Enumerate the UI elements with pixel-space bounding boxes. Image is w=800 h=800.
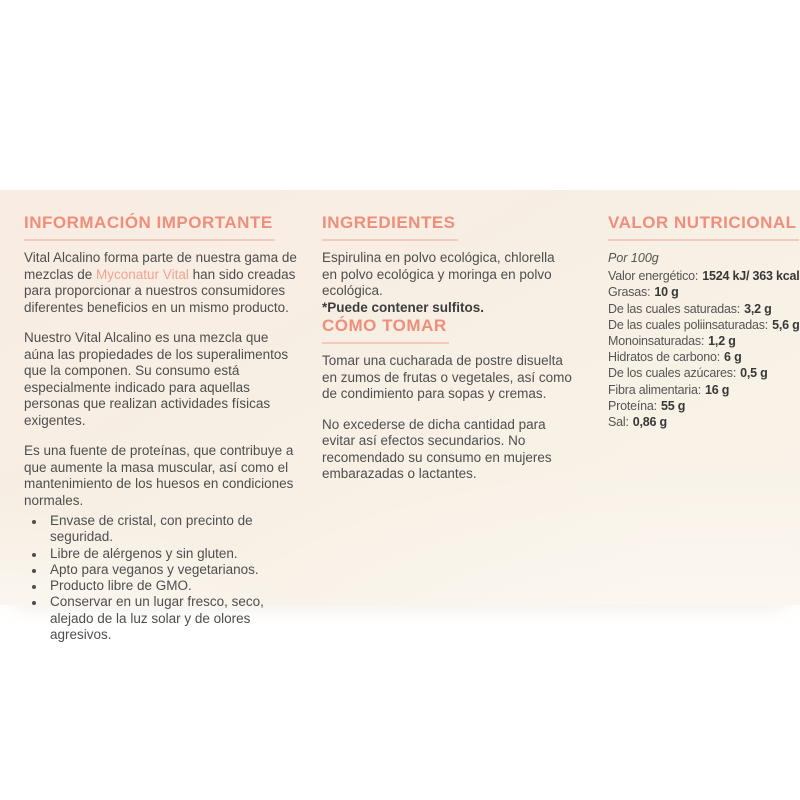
nutrition-serving-size: Por 100g — [608, 251, 659, 265]
nutrition-value: 3,2 g — [744, 301, 772, 316]
nutrition-row — [608, 365, 790, 381]
nutrition-label: De las cuales saturadas: — [608, 301, 741, 316]
ingredients-and-usage-section — [322, 213, 572, 643]
how-to-take-paragraph-2: No excederse de dicha cantidad para evitar así efectos secundarios. No recomendado su consumo en mujeres embarazadas o lactantes. — [322, 416, 552, 481]
nutrition-label: Grasas: — [608, 285, 651, 300]
ingredients-heading: INGREDIENTES — [322, 213, 458, 241]
nutrition-row — [608, 382, 790, 398]
nutrition-label: Sal: — [608, 415, 629, 430]
nutrition-value: 1,2 g — [708, 334, 736, 349]
content-panel — [0, 190, 800, 643]
paragraph-text: Vital Alcalino forma parte de nuestra gama de mezclas de — [24, 250, 297, 282]
list-item: • Libre de alérgenos y sin gluten. — [46, 546, 302, 562]
nutrition-value: 10 g — [654, 285, 679, 300]
paragraph-text: han sido creadas para proporcionar a nuestros consumidores diferentes beneficios en un mismo producto. — [24, 266, 296, 315]
nutrition-section — [608, 213, 800, 643]
nutrition-value: 6 g — [724, 350, 742, 365]
nutrition-label: Proteína: — [608, 398, 657, 413]
nutrition-heading: VALOR NUTRICIONAL — [608, 213, 799, 241]
nutrition-row — [608, 301, 790, 317]
list-item: • Producto libre de GMO. — [46, 578, 302, 594]
nutrition-row — [608, 398, 790, 414]
nutrition-row — [608, 414, 790, 430]
nutrition-label: Hidratos de carbono: — [608, 350, 721, 365]
list-item: • Apto para veganos y vegetarianos. — [46, 562, 302, 578]
nutrition-label: Fibra alimentaria: — [608, 382, 701, 397]
important-info-section — [24, 213, 302, 643]
content-columns — [0, 190, 800, 643]
important-info-paragraph-3: Es una fuente de proteínas, que contribuye a que aumente la masa muscular, así como el mantenimiento de los huesos en condiciones normales. — [24, 443, 294, 508]
nutrition-value: 5,6 g — [772, 317, 800, 332]
nutrition-row — [608, 333, 790, 349]
important-info-paragraph-2: Nuestro Vital Alcalino es una mezcla que aúna las propiedades de los superalimentos que la componen. Su consumo está especialmente indicado para aquellas personas que realizan actividades físicas exigentes. — [24, 330, 289, 428]
nutrition-row — [608, 268, 800, 284]
important-info-paragraph-1 — [24, 250, 302, 316]
important-info-heading: INFORMACIÓN IMPORTANTE — [24, 213, 275, 241]
list-item: • Conservar en un lugar fresco, seco, alejado de la luz solar y de olores agresivos. — [46, 594, 302, 643]
nutrition-value: 0,5 g — [740, 366, 768, 381]
product-feature-list — [24, 513, 302, 643]
nutrition-label: Valor energético: — [608, 269, 699, 284]
nutrition-row — [608, 317, 800, 333]
how-to-take-paragraph-1: Tomar una cucharada de postre disuelta en zumos de frutas o vegetales, así como de condimiento para sopas y cremas. — [322, 353, 572, 401]
myconatur-vital-link[interactable]: Myconatur Vital — [96, 266, 189, 282]
nutrition-label: Monoinsaturadas: — [608, 334, 705, 349]
nutrition-row — [608, 284, 790, 300]
ingredients-paragraph: Espirulina en polvo ecológica, chlorella en polvo ecológica y moringa en polvo ecológica. — [322, 250, 555, 298]
sulfites-warning: *Puede contener sulfitos. — [322, 299, 485, 315]
nutrition-value: 0,86 g — [632, 415, 667, 430]
nutrition-value: 55 g — [660, 398, 686, 413]
nutrition-row — [608, 349, 790, 365]
list-item: • Envase de cristal, con precinto de seguridad. — [46, 513, 302, 546]
how-to-take-heading: CÓMO TOMAR — [322, 316, 449, 344]
nutrition-value: 1524 kJ/ 363 kcal — [702, 269, 800, 284]
nutrition-value: 16 g — [704, 382, 730, 397]
nutrition-label: De las cuales poliinsaturadas: — [608, 317, 769, 332]
nutrition-label: De los cuales azúcares: — [608, 366, 737, 381]
